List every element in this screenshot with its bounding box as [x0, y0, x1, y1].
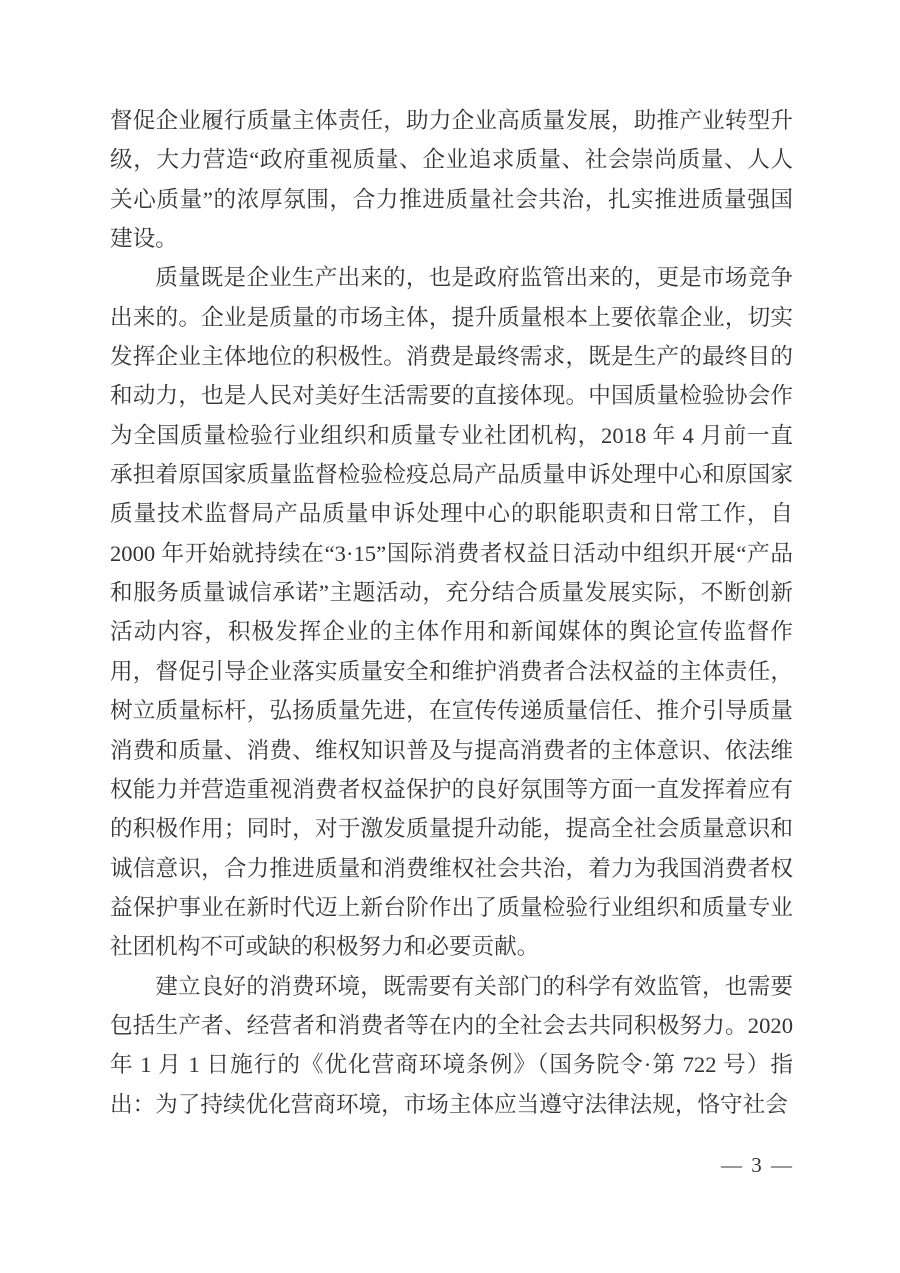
paragraph: 督促企业履行质量主体责任，助力企业高质量发展，助推产业转型升级，大力营造“政府重视质量、企业追求质量、社会崇尚质量、人人关心质量”的浓厚氛围，合力推进质量社会共治，扎实推进质量强国建设。	[110, 108, 793, 252]
page-number: — 3 —	[721, 1153, 794, 1177]
paragraph: 建立良好的消费环境，既需要有关部门的科学有效监管，也需要包括生产者、经营者和消费者等在内的全社会去共同积极努力。2020 年 1 月 1 日施行的《优化营商环境条例》（国务院令·第 722 号）指出：为了持续优化营商环境，市场主体应当遵守法律法规，恪守社会	[110, 973, 793, 1117]
paragraph: 质量既是企业生产出来的，也是政府监管出来的，更是市场竞争出来的。企业是质量的市场主体，提升质量根本上要依靠企业，切实发挥企业主体地位的积极性。消费是最终需求，既是生产的最终目的和动力，也是人民对美好生活需要的直接体现。中国质量检验协会作为全国质量检验行业组织和质量专业社团机构，2018 年 4 月前一直承担着原国家质量监督检验检疫总局产品质量申诉处理中心和原国家质量技术监督局产品质量申诉处理中心的职能职责和日常工作，自 2000 年开始就持续在“3·15”国际消费者权益日活动中组织开展“产品和服务质量诚信承诺”主题活动，充分结合质量发展实际，不断创新活动内容，积极发挥企业的主体作用和新闻媒体的舆论宣传监督作用，督促引导企业落实质量安全和维护消费者合法权益的主体责任，树立质量标杆，弘扬质量先进，在宣传传递质量信任、推介引导质量消费和质量、消费、维权知识普及与提高消费者的主体意识、依法维权能力并营造重视消费者权益保护的良好氛围等方面一直发挥着应有的积极作用；同时，对于激发质量提升动能，提高全社会质量意识和诚信意识，合力推进质量和消费维权社会共治，着力为我国消费者权益保护事业在新时代迈上新台阶作出了质量检验行业组织和质量专业社团机构不可或缺的积极努力和必要贡献。	[110, 265, 793, 960]
document-body	[110, 101, 793, 1124]
